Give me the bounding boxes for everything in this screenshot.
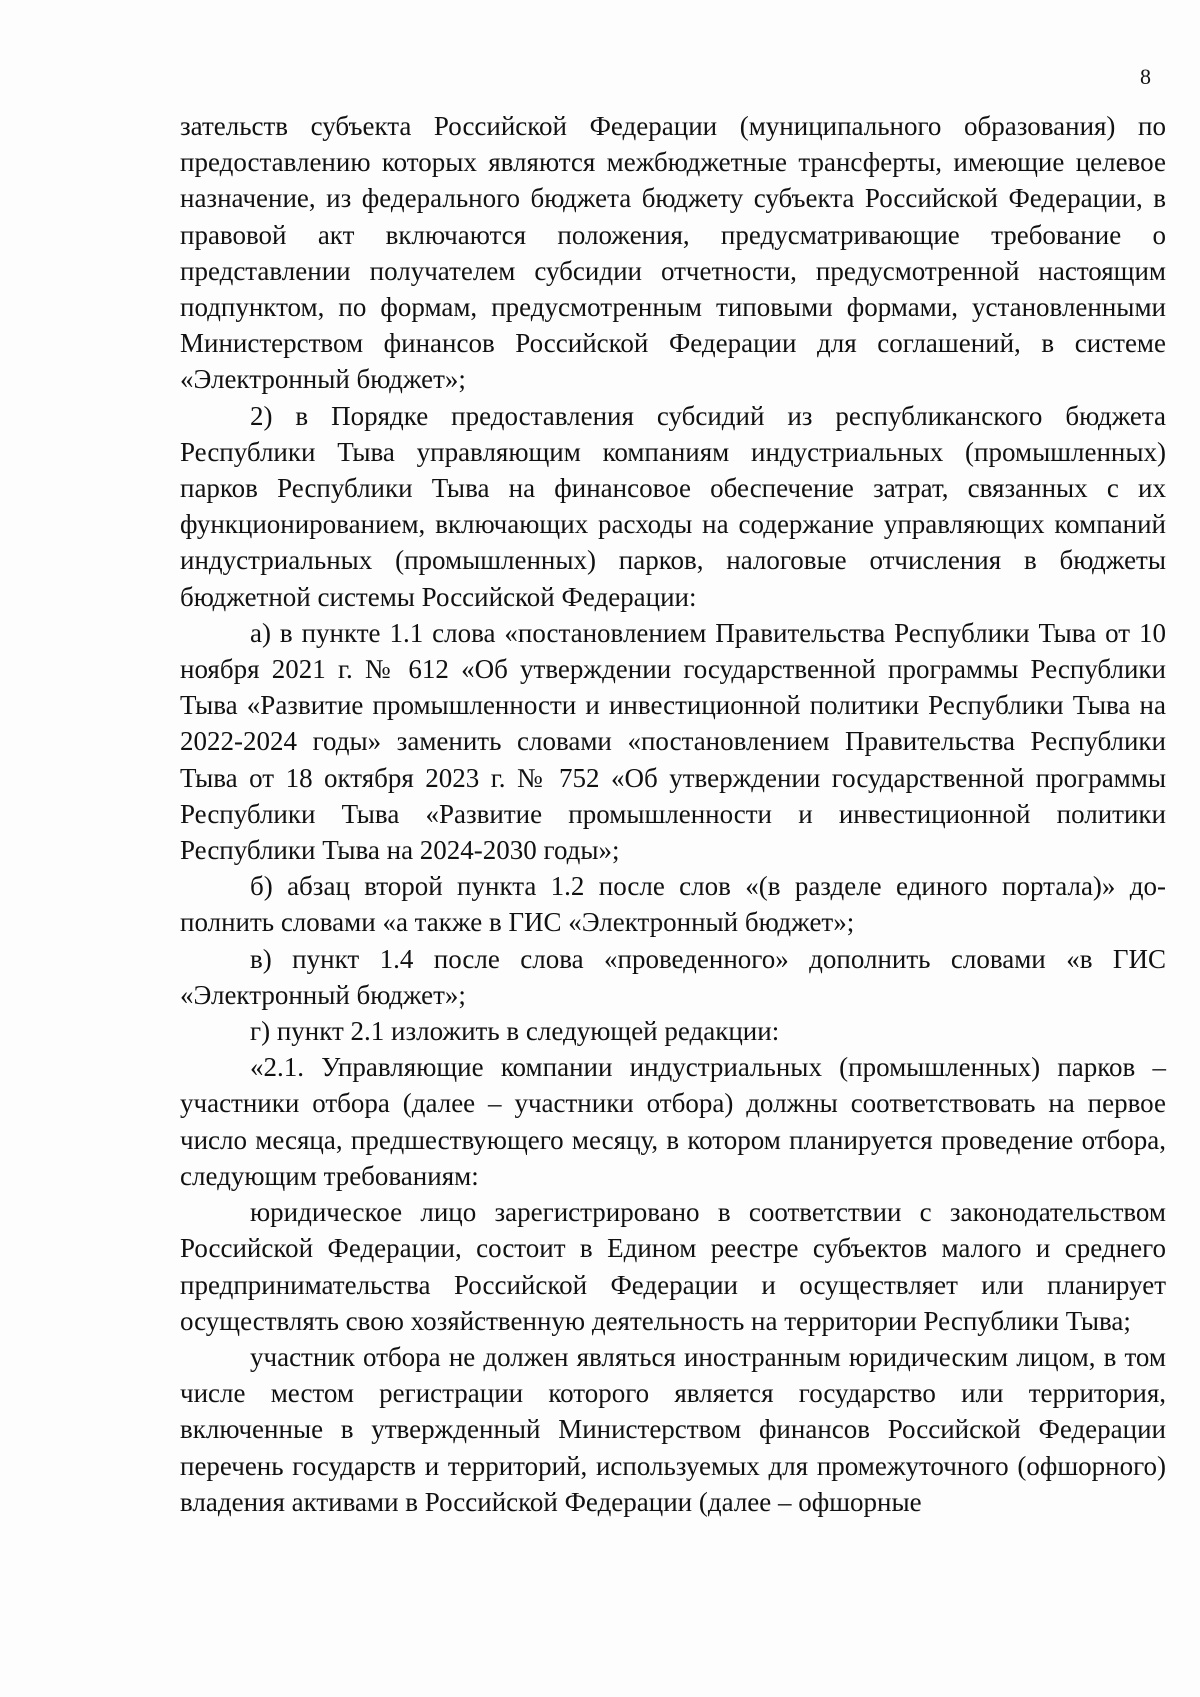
page-number: 8	[1140, 64, 1151, 89]
paragraph-item-2: 2) в Порядке предоставления субсидий из республиканского бюджета Республики Тыва управляющим компаниям индустриальных (промышленных) парков Республики Тыва на финансовое обеспечение затрат, связанных с их функционированием, включающих расходы на содержание управляющих компаний индустриальных (промышленных) парков, налоговые отчисления в бюджеты бюджетной системы Российской Федерации:	[180, 400, 1166, 612]
paragraph-clause-2-1: «2.1. Управляющие компании индустриальных (промышленных) парков – участники отбора (далее – участники отбора) должны соответствовать на первое число месяца, предшествующего месяцу, в котором планируется проведение отбора, следующим требованиям:	[180, 1052, 1166, 1191]
paragraph-requirement-registration: юридическое лицо зарегистрировано в соответствии с законодательством Российской Федерации, состоит в Едином реестре субъектов малого и среднего предпринимательства Российской Федерации и осуществляет или планирует осуществлять свою хозяйственную деятельность на территории Республики Тыва;	[180, 1197, 1166, 1336]
paragraph-subitem-b: б) абзац второй пункта 1.2 после слов «(в разделе единого портала)» дополнить словами «а также в ГИС «Электронный бюджет»;	[180, 871, 1166, 938]
document-body	[180, 108, 1166, 1520]
paragraph-subitem-g: г) пункт 2.1 изложить в следующей редакции:	[250, 1016, 780, 1047]
paragraph-continuation: зательств субъекта Российской Федерации (муниципального образования) по предоставлению которых являются межбюджетные трансферты, имеющие целевое назначение, из федерального бюджета бюджету субъекта Российской Федерации, в правовой акт включаются положения, предусматривающие требование о представлении получателем субсидии отчетности, предусмотренной настоящим подпунктом, по формам, предусмотренным типовыми формами, установленными Министерством финансов Российской Федерации для соглашений, в системе «Электронный бюджет»;	[180, 111, 1166, 395]
paragraph-subitem-v: в) пункт 1.4 после слова «проведенного» дополнить словами «в ГИС «Электронный бюджет»;	[180, 943, 1166, 1010]
paragraph-requirement-foreign-entity: участник отбора не должен являться иностранным юридическим лицом, в том числе местом регистрации которого является государство или территория, включенные в утвержденный Министерством финансов Российской Федерации перечень государств и территорий, используемых для промежуточного (офшорного) владения активами в Российской Федерации (далее – офшорные	[180, 1341, 1166, 1517]
paragraph-subitem-a: а) в пункте 1.1 слова «постановлением Правительства Республики Тыва от 10 ноября 2021 г. № 612 «Об утверждении государственной программы Республики Тыва «Развитие промышленности и инвестиционной политики Республики Тыва на 2022-2024 годы» заменить словами «постановлением Правительства Республики Тыва от 18 октября 2023 г. № 752 «Об утверждении государственной программы Республики Тыва «Развитие промышленности и инвестиционной политики Республики Тыва на 2024-2030 годы»;	[180, 617, 1166, 866]
